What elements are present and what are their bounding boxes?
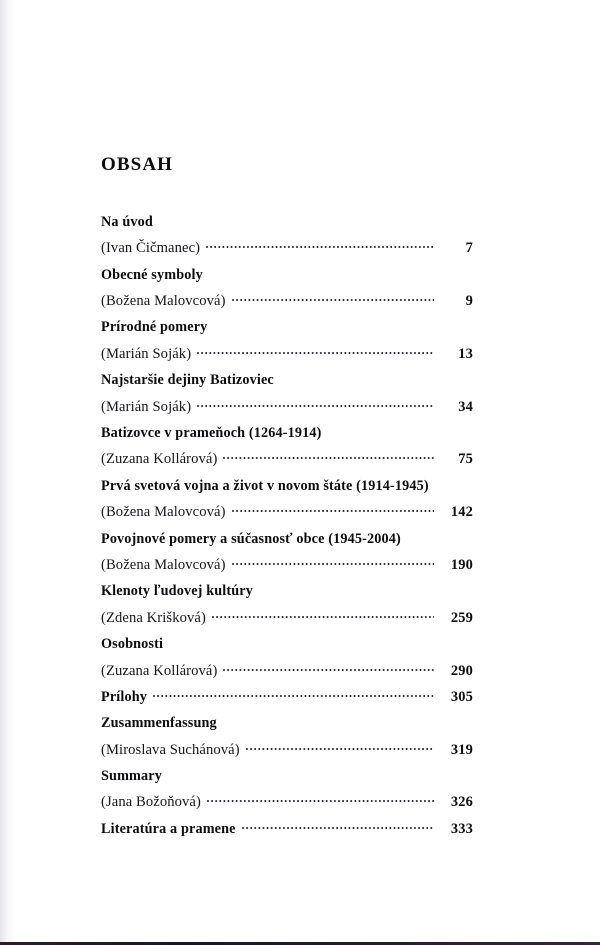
page-title: OBSAH	[101, 154, 174, 175]
toc-author-row[interactable]	[101, 742, 473, 768]
toc-page-number: 190	[450, 556, 473, 573]
toc-page-number: 259	[450, 609, 473, 626]
toc-author-row[interactable]	[101, 610, 473, 636]
toc-entry-title: Prílohy	[101, 688, 147, 705]
toc-page-number: 9	[465, 293, 473, 310]
toc-entry-author: (Božena Malovcová)	[101, 556, 226, 573]
toc-author-row[interactable]	[101, 663, 473, 689]
toc-page-number: 13	[458, 345, 473, 362]
toc-title-row[interactable]	[101, 531, 473, 557]
toc-entry-author: (Božena Malovcová)	[101, 293, 226, 310]
toc-entry[interactable]	[101, 636, 473, 689]
toc-entry-author: (Jana Božoňová)	[101, 794, 201, 811]
dot-leader	[223, 455, 434, 461]
toc-entry-author: (Ivan Čičmanec)	[101, 240, 201, 257]
toc-author-row[interactable]	[101, 346, 473, 372]
dot-leader	[197, 350, 434, 356]
toc-title-row[interactable]	[101, 214, 473, 240]
toc-entry-author: (Marián Soják)	[101, 398, 192, 415]
toc-title-row[interactable]	[101, 768, 473, 794]
toc-entry[interactable]	[101, 821, 473, 847]
toc-entry[interactable]	[101, 689, 473, 715]
toc-entry[interactable]	[101, 214, 473, 267]
toc-title-row[interactable]	[101, 372, 473, 398]
toc-entry[interactable]	[101, 715, 473, 768]
dot-leader	[206, 244, 434, 250]
dot-leader	[246, 746, 434, 752]
dot-leader	[223, 667, 434, 673]
toc-title-row[interactable]	[101, 636, 473, 662]
toc-entry[interactable]	[101, 478, 473, 531]
dot-leader	[212, 614, 434, 620]
toc-title-row[interactable]	[101, 478, 473, 504]
toc-title-row[interactable]	[101, 425, 473, 451]
toc-page-number: 319	[450, 741, 473, 758]
toc-entry-title: Obecné symboly	[101, 266, 203, 283]
toc-entry-title: Klenoty ľudovej kultúry	[101, 583, 253, 600]
toc-entry-author: (Zdena Krišková)	[101, 609, 206, 626]
toc-entry-author: (Marián Soják)	[101, 345, 192, 362]
toc-entry[interactable]	[101, 531, 473, 584]
toc-entry[interactable]	[101, 319, 473, 372]
toc-author-row[interactable]	[101, 399, 473, 425]
toc-author-row[interactable]	[101, 504, 473, 530]
toc-entry-title: Najstaršie dejiny Batizoviec	[101, 372, 274, 389]
toc-entry-author: (Božena Malovcová)	[101, 504, 226, 521]
scan-shadow-left	[0, 0, 22, 945]
toc-entry-title: Povojnové pomery a súčasnosť obce (1945-2004)	[101, 530, 401, 547]
toc-entry-author: (Zuzana Kollárová)	[101, 662, 218, 679]
toc-title-row[interactable]	[101, 583, 473, 609]
toc-entry-title: Zusammenfassung	[101, 715, 217, 732]
toc-page-number: 326	[450, 794, 473, 811]
toc-entry-title: Prvá svetová vojna a život v novom štáte (1914-1945)	[101, 477, 429, 494]
toc-author-row[interactable]	[101, 451, 473, 477]
toc-entry-list	[101, 214, 473, 847]
toc-title-row[interactable]	[101, 715, 473, 741]
toc-entry-title: Summary	[101, 768, 162, 785]
toc-entry-title: Osobnosti	[101, 636, 164, 653]
dot-leader	[232, 508, 434, 514]
toc-page-number: 305	[450, 688, 473, 705]
toc-entry[interactable]	[101, 583, 473, 636]
dot-leader	[197, 403, 434, 409]
toc-entry-author: (Miroslava Suchánová)	[101, 741, 240, 758]
dot-leader	[232, 297, 434, 303]
toc-author-row[interactable]	[101, 557, 473, 583]
toc-entry[interactable]	[101, 768, 473, 821]
dot-leader	[242, 825, 434, 831]
dot-leader	[153, 693, 434, 699]
toc-entry-author: (Zuzana Kollárová)	[101, 451, 218, 468]
toc-entry[interactable]	[101, 267, 473, 320]
toc-page-number: 75	[458, 451, 473, 468]
toc-title-row[interactable]	[101, 319, 473, 345]
toc-author-row[interactable]	[101, 794, 473, 820]
toc-author-row[interactable]	[101, 293, 473, 319]
dot-leader	[232, 561, 434, 567]
toc-page-number: 7	[465, 240, 473, 257]
toc-entry-title: Na úvod	[101, 213, 153, 230]
toc-entry-title: Literatúra a pramene	[101, 820, 236, 837]
toc-title-row[interactable]	[101, 689, 473, 715]
toc-page-number: 290	[450, 662, 473, 679]
dot-leader	[207, 798, 434, 804]
table-of-contents	[101, 155, 473, 847]
toc-page-number: 142	[450, 504, 473, 521]
toc-page-number: 333	[450, 820, 473, 837]
toc-title-row[interactable]	[101, 267, 473, 293]
toc-author-row[interactable]	[101, 240, 473, 266]
toc-page-number: 34	[458, 398, 473, 415]
toc-entry[interactable]	[101, 372, 473, 425]
toc-entry-title: Prírodné pomery	[101, 319, 208, 336]
toc-entry[interactable]	[101, 425, 473, 478]
toc-entry-title: Batizovce v prameňoch (1264-1914)	[101, 425, 322, 442]
toc-title-row[interactable]	[101, 821, 473, 847]
